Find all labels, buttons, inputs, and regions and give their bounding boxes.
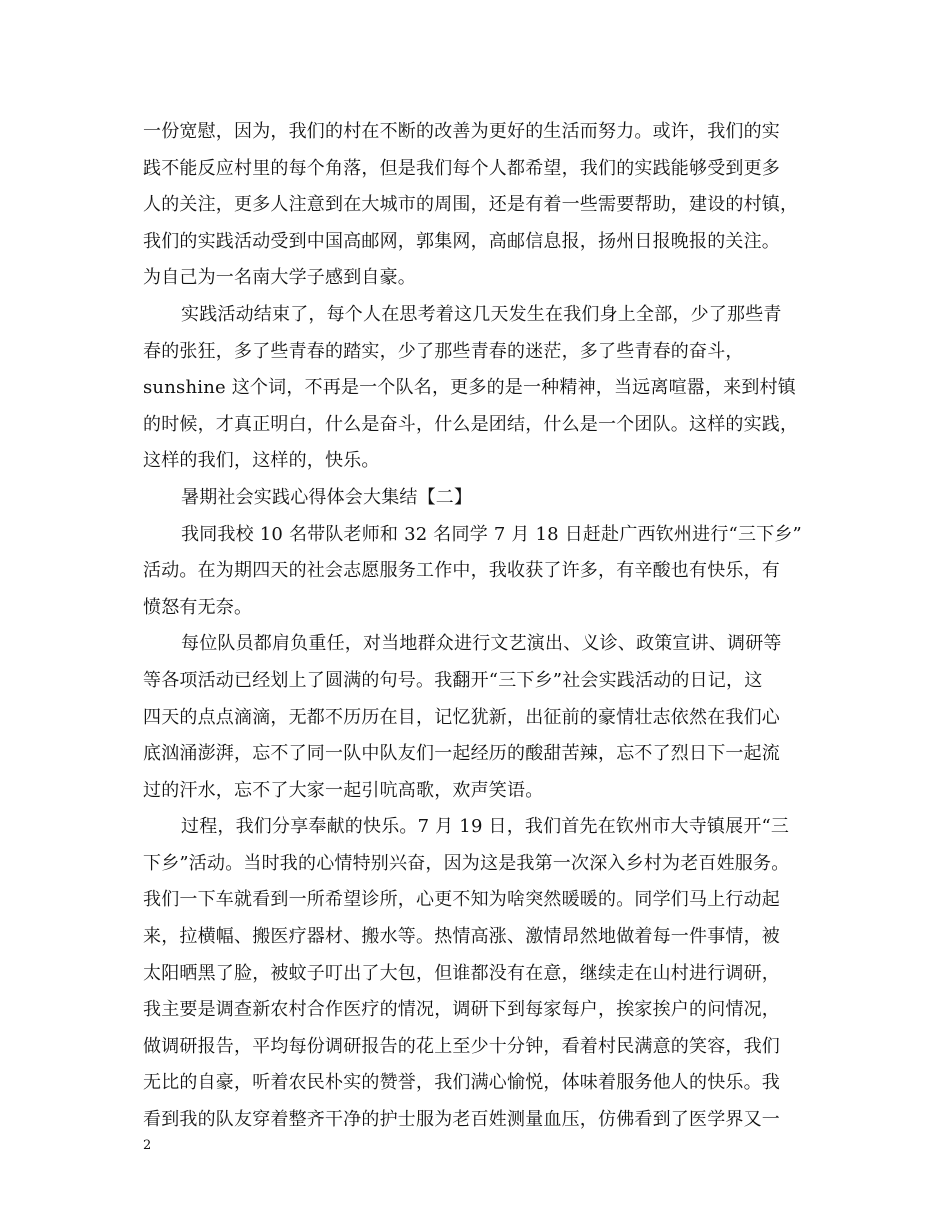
text-line: 每位队员都肩负重任，对当地群众进行文艺演出、义诊、政策宣讲、调研等	[181, 633, 782, 655]
text-line: 无比的自豪，听着农民朴实的赞誉，我们满心愉悦，体味着服务他人的快乐。我	[143, 1072, 780, 1094]
text-line: 我们的实践活动受到中国高邮网，郭集网，高邮信息报，扬州日报晚报的关注。	[143, 230, 780, 252]
text-line: 下乡”活动。当时我的心情特别兴奋，因为这是我第一次深入乡村为老百姓服务。	[143, 852, 790, 874]
text-line: 暑期社会实践心得体会大集结【二】	[181, 486, 473, 508]
text-line: 来，拉横幅、搬医疗器材、搬水等。热情高涨、激情昂然地做着每一件事情，被	[143, 926, 780, 948]
document-body	[143, 114, 823, 1139]
text-line: 的时候，才真正明白，什么是奋斗，什么是团结，什么是一个团队。这样的实践，	[143, 413, 799, 435]
text-line: 活动。在为期四天的社会志愿服务工作中，我收获了许多，有辛酸也有快乐，有	[143, 560, 780, 582]
text-line: 春的张狂，多了些青春的踏实，少了那些青春的迷茫，多了些青春的奋斗，	[143, 340, 744, 362]
text-line: 愤怒有无奈。	[143, 596, 253, 618]
text-line: 太阳晒黑了脸，被蚊子叮出了大包，但谁都没有在意，继续走在山村进行调研，	[143, 962, 780, 984]
text-line: 等各项活动已经划上了圆满的句号。我翻开“三下乡”社会实践活动的日记，这	[143, 669, 763, 691]
text-line: 人的关注，更多人注意到在大城市的周围，还是有着一些需要帮助，建设的村镇，	[143, 194, 799, 216]
text-line: sunshine 这个词，不再是一个队名，更多的是一种精神，当远离喧嚣，来到村镇	[143, 377, 796, 399]
text-line: 践不能反应村里的每个角落，但是我们每个人都希望，我们的实践能够受到更多	[143, 157, 780, 179]
text-line: 底汹涌澎湃，忘不了同一队中队友们一起经历的酸甜苦辣，忘不了烈日下一起流	[143, 743, 780, 765]
text-line: 我同我校 10 名带队老师和 32 名同学 7 月 18 日赶赴广西钦州进行“三下乡”	[181, 523, 802, 545]
text-line: 这样的我们，这样的，快乐。	[143, 450, 380, 472]
text-line: 为自己为一名南大学子感到自豪。	[143, 267, 416, 289]
page-number: 2	[143, 1138, 152, 1153]
text-line: 看到我的队友穿着整齐干净的护士服为老百姓测量血压，仿佛看到了医学界又一	[143, 1109, 780, 1131]
text-line: 实践活动结束了，每个人在思考着这几天发生在我们身上全部，少了那些青	[181, 303, 782, 325]
text-line: 我们一下车就看到一所希望诊所，心更不知为啥突然暖暖的。同学们马上行动起	[143, 889, 780, 911]
text-line: 一份宽慰，因为，我们的村在不断的改善为更好的生活而努力。或许，我们的实	[143, 121, 780, 142]
text-line: 四天的点点滴滴，无都不历历在目，记忆犹新，出征前的豪情壮志依然在我们心	[143, 706, 780, 728]
text-line: 过程，我们分享奉献的快乐。7 月 19 日，我们首先在钦州市大寺镇展开“三	[181, 816, 790, 838]
text-line: 过的汗水，忘不了大家一起引吭高歌，欢声笑语。	[143, 779, 544, 801]
text-line: 我主要是调查新农村合作医疗的情况，调研下到每家每户，挨家挨户的问情况，	[143, 999, 780, 1021]
text-line: 做调研报告，平均每份调研报告的花上至少十分钟，看着村民满意的笑容，我们	[143, 1035, 780, 1057]
